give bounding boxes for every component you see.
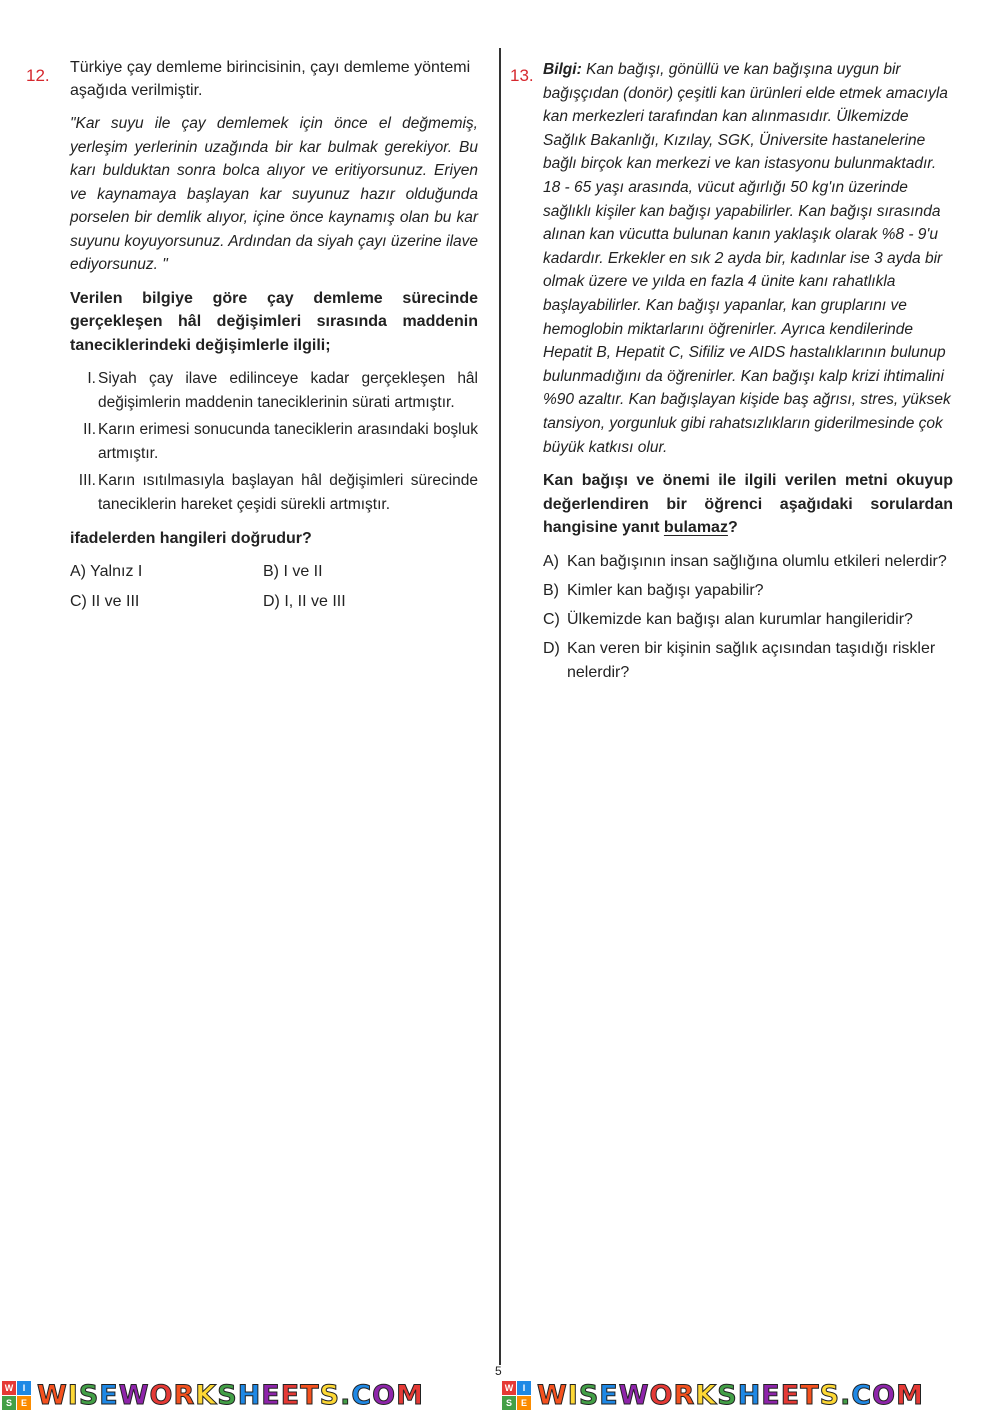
- option-letter: D): [543, 639, 560, 657]
- logo-letter: S: [502, 1396, 516, 1410]
- statement-text: Siyah çay ilave edilinceye kadar gerçekleşen hâl değişimlerin maddenin taneciklerinin sürati artmıştır.: [98, 370, 478, 411]
- question-12-intro: Türkiye çay demleme birincisinin, çayı demleme yöntemi aşağıda verilmiştir.: [70, 59, 471, 99]
- wordmark-letter: E: [280, 1380, 301, 1411]
- question-13-stem: [543, 469, 953, 540]
- wordmark-letter: .: [840, 1380, 852, 1411]
- brand-wordmark: [37, 1380, 424, 1411]
- wordmark-letter: S: [819, 1380, 841, 1411]
- statement-1: [70, 367, 478, 415]
- wordmark-letter: E: [261, 1380, 281, 1411]
- logo-letter: S: [2, 1396, 16, 1410]
- logo-letter: I: [17, 1381, 31, 1395]
- option-a[interactable]: A) Yalnız I: [70, 562, 143, 580]
- logo-letter: W: [2, 1381, 16, 1395]
- statement-2: [70, 418, 478, 466]
- page-number: 5: [495, 1364, 502, 1378]
- stem-underlined: bulamaz: [663, 519, 728, 537]
- question-13: [543, 58, 953, 690]
- wordmark-letter: I: [67, 1380, 79, 1411]
- wordmark-letter: .: [340, 1380, 352, 1411]
- statement-text: Karın erimesi sonucunda taneciklerin arasındaki boşluk artmıştır.: [98, 421, 478, 462]
- question-12-number: 12.: [26, 66, 50, 85]
- wordmark-letter: R: [173, 1380, 196, 1411]
- wordmark-letter: O: [872, 1380, 897, 1411]
- logo-letter: E: [517, 1396, 531, 1410]
- wordmark-letter: M: [396, 1380, 424, 1411]
- info-text: Kan bağışı, gönüllü ve kan bağışına uygun bir bağışçıdan (donör) çeşitli kan ürünleri elde etmek amacıyla kan merkezleri tarafından kan alınmasıdır. Ülkemizde Sağlık Bakanlığı, Kızılay, SGK, Üniversite hastanelerine bağlı birçok kan merkezi ve kan istasyonu bulunmaktadır. 18 - 65 yaşı arasında, vücut ağırlığı 50 kg'ın üzerinde sağlıklı kişiler kan bağışı yapabilirler. Kan bağışı sırasında alınan kan vücutta bulunan kanın yaklaşık olarak %8 - 9'u kadardır. Erkekler en sık 2 ayda bir, kadınlar ise 3 ayda bir olmak üzere ve yılda en fazla 4 ünite kanı rahatlıkla başlayabilirler. Kan bağışı yapanlar, kan gruplarını ve hemoglobin miktarlarını öğrenirler. Ayrıca kendilerinde Hepatit B, Hepatit C, Sifiliz ve AIDS hastalıklarının bulunup bulunmadığını da öğrenirler. Kan bağışı kalp krizi ihtimalini %90 azaltır. Kan bağışlayan kişide baş ağrısı, stres, yüksek tansiyon, yorgunluk gibi rahatsızlıkların giderilmesinde çok büyük katkısı olur.: [543, 61, 951, 456]
- wordmark-letter: K: [195, 1380, 218, 1411]
- option-b[interactable]: B) I ve II: [263, 562, 323, 580]
- wordmark-letter: C: [851, 1380, 873, 1411]
- statement-number: I.: [87, 370, 96, 387]
- wordmark-letter: E: [761, 1380, 781, 1411]
- brand-logo-left: [0, 1380, 500, 1411]
- option-b[interactable]: [543, 579, 953, 603]
- wordmark-letter: S: [319, 1380, 341, 1411]
- wordmark-letter: S: [717, 1380, 738, 1411]
- question-13-number: 13.: [510, 66, 534, 85]
- stem-text: Kan bağışı ve önemi ile ilgili verilen metni okuyup değerlendiren bir öğrenci aşağıdaki sorulardan hangisine yanıt: [543, 472, 953, 537]
- option-c[interactable]: C) II ve III: [70, 592, 140, 610]
- wordmark-letter: C: [351, 1380, 373, 1411]
- question-12-options: [70, 561, 478, 613]
- option-text: Kan veren bir kişinin sağlık açısından taşıdığı riskler nelerdir?: [567, 639, 936, 681]
- brand-icon: [2, 1381, 31, 1410]
- statement-text: Karın ısıtılmasıyla başlayan hâl değişimleri sürecinde taneciklerin hareket çeşidi sürekli artmıştır.: [98, 472, 478, 513]
- option-text: Kimler kan bağışı yapabilir?: [567, 581, 764, 599]
- footer-watermark: [0, 1378, 1000, 1413]
- info-label: Bilgi:: [543, 61, 582, 78]
- wordmark-letter: T: [800, 1380, 820, 1411]
- wordmark-letter: I: [567, 1380, 579, 1411]
- wordmark-letter: W: [118, 1380, 150, 1411]
- wordmark-letter: T: [300, 1380, 320, 1411]
- option-letter: C): [543, 610, 560, 628]
- option-letter: A): [543, 552, 559, 570]
- wordmark-letter: O: [649, 1380, 674, 1411]
- stem-end: ?: [727, 519, 738, 537]
- wordmark-letter: H: [237, 1380, 262, 1411]
- statement-3: [70, 469, 478, 517]
- option-d[interactable]: [543, 637, 953, 685]
- wordmark-letter: H: [737, 1380, 762, 1411]
- wordmark-letter: S: [217, 1380, 238, 1411]
- brand-wordmark: [537, 1380, 924, 1411]
- option-d[interactable]: D) I, II ve III: [263, 592, 346, 610]
- question-12-quote: "Kar suyu ile çay demlemek için önce el değmemiş, yerleşim yerlerinin uzağında bir kar bulmak gerekiyor. Bu karı bulduktan sonra bolca alıyor ve eritiyorsunuz. Eriyen ve kaynamaya başlayan kar suyunuz hazır olduğunda porselen bir demlik alıyor, içine önce kaynamış olan bu kar suyunu koyuyorsunuz. Ardından da siyah çayı üzerine ilave ediyorsunuz. ": [70, 115, 478, 273]
- wordmark-letter: O: [372, 1380, 397, 1411]
- question-12-prompt: ifadelerden hangileri doğrudur?: [70, 530, 312, 547]
- option-c[interactable]: [543, 608, 953, 632]
- statement-number: II.: [83, 421, 96, 438]
- logo-letter: W: [502, 1381, 516, 1395]
- wordmark-letter: E: [99, 1380, 119, 1411]
- wordmark-letter: W: [37, 1380, 68, 1411]
- question-12-stem: Verilen bilgiye göre çay demleme sürecinde gerçekleşen hâl değişimleri sırasında maddenin taneciklerindeki değişimlerle ilgili;: [70, 289, 478, 354]
- wordmark-letter: M: [896, 1380, 924, 1411]
- wordmark-letter: S: [578, 1380, 600, 1411]
- wordmark-letter: S: [78, 1380, 100, 1411]
- option-a[interactable]: [543, 550, 953, 574]
- wordmark-letter: O: [149, 1380, 174, 1411]
- wordmark-letter: E: [599, 1380, 619, 1411]
- wordmark-letter: W: [537, 1380, 568, 1411]
- wordmark-letter: K: [695, 1380, 718, 1411]
- wordmark-letter: E: [780, 1380, 801, 1411]
- option-text: Kan bağışının insan sağlığına olumlu etkileri nelerdir?: [567, 552, 947, 570]
- brand-logo-right: [500, 1380, 1000, 1411]
- logo-letter: I: [517, 1381, 531, 1395]
- statement-number: III.: [78, 472, 96, 489]
- question-12-statements: [70, 367, 478, 517]
- brand-icon: [502, 1381, 531, 1410]
- question-12: [70, 56, 478, 613]
- logo-letter: E: [17, 1396, 31, 1410]
- wordmark-letter: W: [618, 1380, 650, 1411]
- column-divider: [499, 48, 501, 1365]
- option-text: Ülkemizde kan bağışı alan kurumlar hangileridir?: [567, 610, 913, 628]
- wordmark-letter: R: [673, 1380, 696, 1411]
- question-13-options: [543, 550, 953, 685]
- question-13-info: [543, 58, 953, 459]
- option-letter: B): [543, 581, 559, 599]
